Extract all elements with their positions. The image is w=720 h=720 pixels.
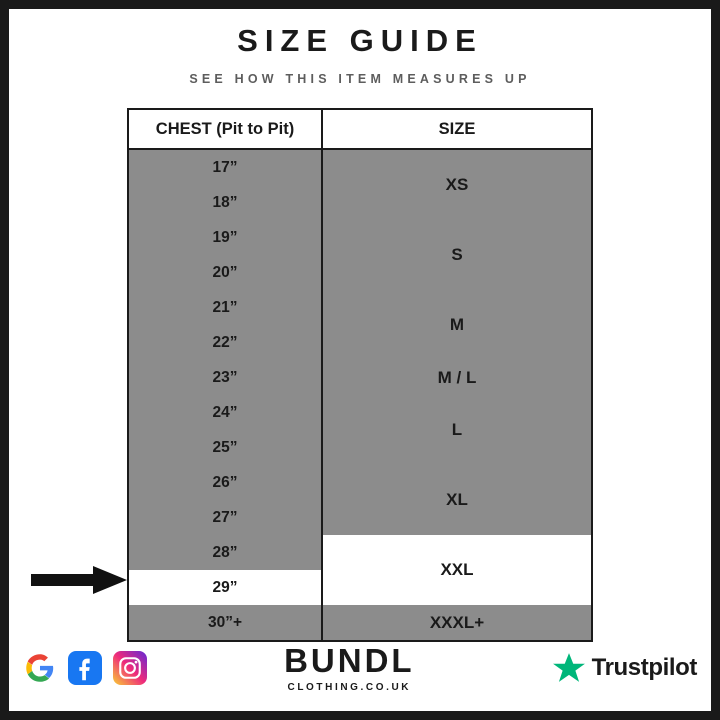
size-value: M bbox=[449, 315, 465, 334]
arrow-left-pointer-icon bbox=[31, 565, 127, 595]
chest-value: 17” bbox=[212, 158, 238, 176]
chest-group bbox=[129, 395, 323, 465]
size-table bbox=[127, 108, 593, 642]
trustpilot-badge bbox=[552, 651, 697, 685]
social-links bbox=[23, 651, 147, 685]
chest-value: 25” bbox=[212, 438, 238, 456]
table-row-highlighted bbox=[129, 535, 591, 605]
chest-value: 22” bbox=[212, 333, 238, 351]
table-row bbox=[129, 465, 591, 535]
chest-value: 23” bbox=[212, 368, 238, 386]
trustpilot-label: Trustpilot bbox=[591, 654, 697, 681]
facebook-icon[interactable] bbox=[68, 651, 102, 685]
table-row bbox=[129, 220, 591, 290]
chest-value: 30”+ bbox=[207, 613, 243, 631]
chest-value: 26” bbox=[212, 473, 238, 491]
table-header-row bbox=[129, 110, 591, 150]
brand-tagline: CLOTHING.CO.UK bbox=[287, 681, 412, 693]
chest-group bbox=[129, 360, 323, 395]
table-row bbox=[129, 395, 591, 465]
size-value: M / L bbox=[437, 367, 477, 387]
size-value: XL bbox=[446, 490, 468, 509]
chest-group bbox=[129, 605, 323, 640]
table-row bbox=[129, 150, 591, 220]
table-row bbox=[129, 605, 591, 640]
brand-name: BUNDL bbox=[284, 641, 415, 679]
chest-group bbox=[129, 290, 323, 360]
chest-value: 18” bbox=[212, 193, 238, 211]
chest-value: 28” bbox=[129, 535, 321, 570]
chest-group bbox=[129, 535, 323, 605]
chest-group bbox=[129, 150, 323, 220]
size-guide-inner bbox=[9, 9, 711, 711]
size-value: S bbox=[451, 245, 463, 264]
table-row bbox=[129, 360, 591, 395]
instagram-icon[interactable] bbox=[113, 651, 147, 685]
table-row bbox=[129, 290, 591, 360]
page-subtitle: SEE HOW THIS ITEM MEASURES UP bbox=[189, 72, 531, 86]
chest-value: 24” bbox=[212, 403, 238, 421]
column-header-size: SIZE bbox=[323, 110, 591, 148]
size-value: XXXL+ bbox=[429, 612, 485, 632]
google-icon[interactable] bbox=[23, 651, 57, 685]
brand-logo bbox=[284, 641, 415, 693]
chest-group bbox=[129, 465, 323, 535]
chest-value: 27” bbox=[212, 508, 238, 526]
chest-value: 20” bbox=[212, 263, 238, 281]
trustpilot-star-icon bbox=[552, 651, 586, 685]
footer bbox=[9, 637, 711, 699]
chest-value-selected: 29” bbox=[129, 570, 321, 605]
chest-group bbox=[129, 220, 323, 290]
column-header-chest: CHEST (Pit to Pit) bbox=[129, 110, 323, 148]
size-value: L bbox=[451, 420, 463, 439]
chest-value: 19” bbox=[212, 228, 238, 246]
chest-value: 21” bbox=[212, 298, 238, 316]
size-value-selected: XXL bbox=[440, 560, 474, 579]
size-value: XS bbox=[445, 175, 469, 194]
page-title: SIZE GUIDE bbox=[237, 23, 483, 58]
